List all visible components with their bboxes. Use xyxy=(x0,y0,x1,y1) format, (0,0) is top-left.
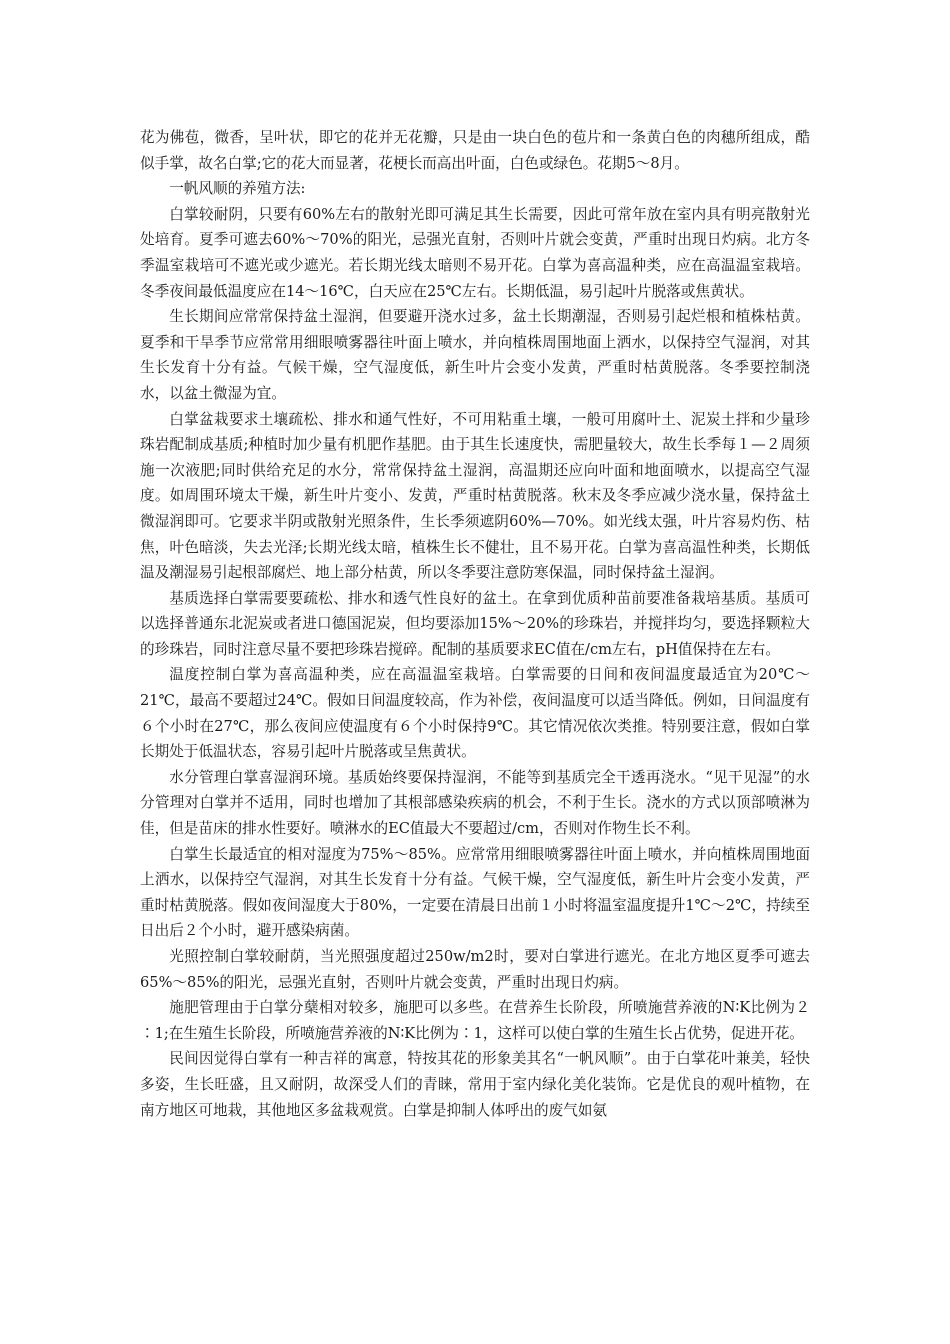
paragraph-light-temperature: 白掌较耐阴，只要有60%左右的散射光即可满足其生长需要，因此可常年放在室内具有明亮散射光处培育。夏季可遮去60%～70%的阳光，忌强光直射，否则叶片就会变黄，严重时出现日灼病。北方冬季温室栽培可不遮光或少遮光。若长期光线太暗则不易开花。白掌为喜高温种类，应在高温温室栽培。冬季夜间最低温度应在14～16℃，白天应在25℃左右。长期低温，易引起叶片脱落或焦黄状。 xyxy=(140,205,810,300)
document-page xyxy=(140,125,810,1123)
paragraph-watering: 生长期间应常常保持盆土湿润，但要避开浇水过多，盆土长期潮湿，否则易引起烂根和植株枯黄。夏季和干旱季节应常常用细眼喷雾器往叶面上喷水，并向植株周围地面上洒水，以保持空气湿润，对其生长发育十分有益。气候干燥，空气湿度低，新生叶片会变小发黄，严重时枯黄脱落。冬季要控制浇水，以盆土微湿为宜。 xyxy=(140,308,810,402)
paragraph-temperature-control: 温度控制白掌为喜高温种类，应在高温温室栽培。白掌需要的日间和夜间温度最适宜为20℃～21℃，最高不要超过24℃。假如日间温度较高，作为补偿，夜间温度可以适当降低。例如，日间温度有６个小时在27℃，那么夜间应使温度有６个小时保持9℃。其它情况依次类推。特别要注意，假如白掌长期处于低温状态，容易引起叶片脱落或呈焦黄状。 xyxy=(140,666,810,761)
paragraph-substrate: 基质选择白掌需要要疏松、排水和透气性良好的盆土。在拿到优质种苗前要准备栽培基质。基质可以选择普通东北泥炭或者进口德国泥炭，但均要添加15%～20%的珍珠岩，并搅拌均匀，要选择颗粒大的珍珠岩，同时注意尽量不要把珍珠岩搅碎。配制的基质要求EC值在/cm左右，pH值保持在左右。 xyxy=(140,589,810,658)
section-heading-cultivation: 一帆风顺的养殖方法: xyxy=(169,180,306,198)
paragraph-water-management: 水分管理白掌喜湿润环境。基质始终要保持湿润，不能等到基质完全干透再浇水。“见干见湿”的水分管理对白掌并不适用，同时也增加了其根部感染疾病的机会，不利于生长。浇水的方式以顶部喷淋为佳，但是苗床的排水性要好。喷淋水的EC值最大不要超过/cm，否则对作物生长不利。 xyxy=(140,768,810,838)
paragraph-light-control: 光照控制白掌较耐荫，当光照强度超过250w/m2时，要对白掌进行遮光。在北方地区夏季可遮去65%～85%的阳光，忌强光直射，否则叶片就会变黄，严重时出现日灼病。 xyxy=(140,948,810,991)
paragraph-potting: 白掌盆栽要求土壤疏松、排水和通气性好，不可用粘重土壤，一般可用腐叶土、泥炭土拌和少量珍珠岩配制成基质;种植时加少量有机肥作基肥。由于其生长速度快，需肥量较大，故生长季每１—２周须施一次液肥;同时供给充足的水分，常常保持盆土湿润，高温期还应向叶面和地面喷水，以提高空气湿度。如周围环境太干燥，新生叶片变小、发黄，严重时枯黄脱落。秋末及冬季应减少浇水量，保持盆土微湿润即可。它要求半阴或散射光照条件，生长季须遮阴60%—70%。如光线太强，叶片容易灼伤、枯焦，叶色暗淡，失去光泽;长期光线太暗，植株生长不健壮，且不易开花。白掌为喜高温性种类，长期低温及潮湿易引起根部腐烂、地上部分枯黄，所以冬季要注意防寒保温，同时保持盆土湿润。 xyxy=(140,410,810,582)
paragraph-folk-meaning: 民间因觉得白掌有一种吉祥的寓意，特按其花的形象美其名“一帆风顺”。由于白掌花叶兼美，轻快多姿，生长旺盛，且又耐阴，故深受人们的青睐，常用于室内绿化美化装饰。它是优良的观叶植物，在南方地区可地栽，其他地区多盆栽观赏。白掌是抑制人体呼出的废气如氨 xyxy=(140,1050,810,1119)
paragraph-flower-description: 花为佛苞，微香，呈叶状，即它的花并无花瓣，只是由一块白色的苞片和一条黄白色的肉穗所组成，酷似手掌，故名白掌;它的花大而显著，花梗长而高出叶面，白色或绿色。花期5～8月。 xyxy=(140,129,810,172)
paragraph-fertilization: 施肥管理由于白掌分蘖相对较多，施肥可以多些。在营养生长阶段，所喷施营养液的N∶K比例为２∶1;在生殖生长阶段，所喷施营养液的N∶K比例为∶1，这样可以使白掌的生殖生长占优势，促进开花。 xyxy=(140,999,810,1042)
paragraph-humidity: 白掌生长最适宜的相对湿度为75%～85%。应常常用细眼喷雾器往叶面上喷水，并向植株周围地面上洒水，以保持空气湿润，对其生长发育十分有益。气候干燥，空气湿度低，新生叶片会变小发黄，严重时枯黄脱落。假如夜间湿度大于80%，一定要在清晨日出前１小时将温室温度提升1℃～2℃，持续至日出后２个小时，避开感染病菌。 xyxy=(140,845,810,940)
